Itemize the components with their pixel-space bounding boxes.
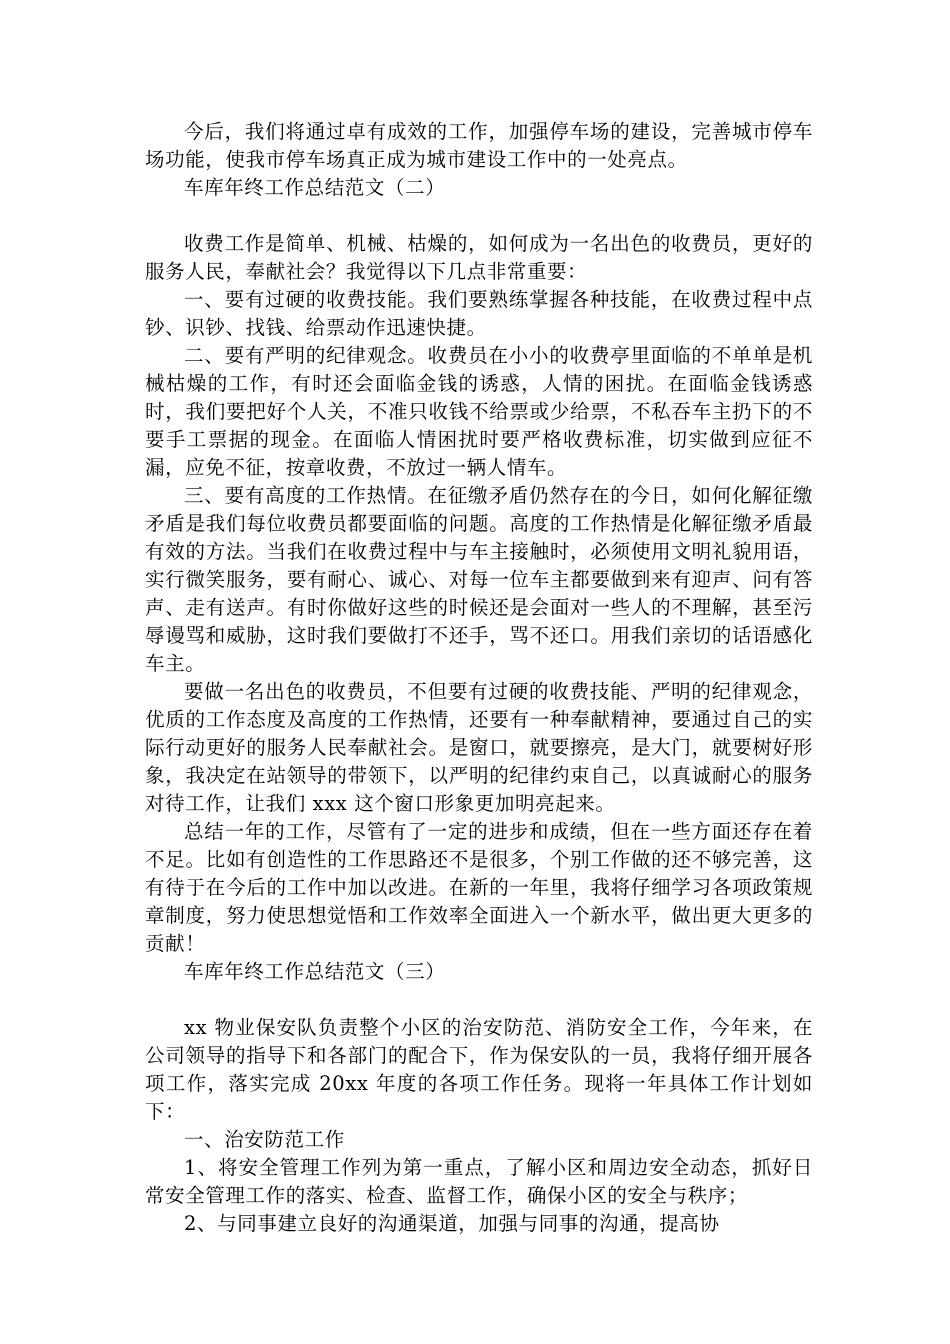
paragraph-point-1: 一、要有过硬的收费技能。我们要熟练掌握各种技能，在收费过程中点钞、识钞、找钱、给票动作迅速快捷。 [145, 288, 813, 339]
paragraph-point-2: 二、要有严明的纪律观念。收费员在小小的收费亭里面临的不单单是机械枯燥的工作，有时还会面临金钱的诱惑，人情的困扰。在面临金钱诱惑时，我们要把好个人关，不准只收钱不给票或少给票，不私吞车主扔下的不要手工票据的现金。在面临人情困扰时要严格收费标准，切实做到应征不漏，应免不征，按章收费，不放过一辆人情车。 [145, 344, 813, 479]
paragraph-subheading: 一、治安防范工作 [184, 1128, 345, 1151]
paragraph-item-1: 1、将安全管理工作列为第一重点，了解小区和周边安全动态，抓好日常安全管理工作的落实、检查、监督工作，确保小区的安全与秩序； [145, 1156, 813, 1207]
paragraph-item-2: 2、与同事建立良好的沟通渠道，加强与同事的沟通，提高协 [184, 1212, 720, 1235]
paragraph-intro-2: 收费工作是简单、机械、枯燥的，如何成为一名出色的收费员，更好的服务人民，奉献社会？我觉得以下几点非常重要： [145, 232, 813, 283]
blank-line [145, 202, 813, 230]
paragraph-conclusion: 今后，我们将通过卓有成效的工作，加强停车场的建设，完善城市停车场功能，使我市停车场真正成为城市建设工作中的一处亮点。 [145, 120, 813, 171]
paragraph-summary-b: 总结一年的工作，尽管有了一定的进步和成绩，但在一些方面还存在着不足。比如有创造性的工作思路还不是很多，个别工作做的还不够完善，这有待于在今后的工作中加以改进。在新的一年里，我将仔细学习各项政策规章制度，努力使思想觉悟和工作效率全面进入一个新水平，做出更大更多的贡献！ [145, 820, 813, 955]
blank-line [145, 986, 813, 1014]
paragraph-intro-3: xx 物业保安队负责整个小区的治安防范、消防安全工作，今年来，在公司领导的指导下和各部门的配合下，作为保安队的一员，我将仔细开展各项工作，落实完成 20xx 年度的各项工作任务。现将一年具体工作计划如下： [145, 1016, 813, 1123]
document-page [145, 118, 813, 1238]
paragraph-point-3: 三、要有高度的工作热情。在征缴矛盾仍然存在的今日，如何化解征缴矛盾是我们每位收费员都要面临的问题。高度的工作热情是化解征缴矛盾最有效的方法。当我们在收费过程中与车主接触时，必须使用文明礼貌用语，实行微笑服务，要有耐心、诚心、对每一位车主都要做到来有迎声、问有答声、走有送声。有时你做好这些的时候还是会面对一些人的不理解，甚至污辱谩骂和威胁，这时我们要做打不还手，骂不还口。用我们亲切的话语感化车主。 [145, 484, 813, 675]
section-heading-3: 车库年终工作总结范文（三） [184, 960, 446, 983]
paragraph-summary-a: 要做一名出色的收费员，不但要有过硬的收费技能、严明的纪律观念，优质的工作态度及高度的工作热情，还要有一种奉献精神，要通过自己的实际行动更好的服务人民奉献社会。是窗口，就要擦亮，是大门，就要树好形象，我决定在站领导的带领下，以严明的纪律约束自己，以真诚耐心的服务对待工作，让我们 xxx 这个窗口形象更加明亮起来。 [145, 680, 813, 815]
section-heading-2: 车库年终工作总结范文（二） [184, 176, 446, 199]
